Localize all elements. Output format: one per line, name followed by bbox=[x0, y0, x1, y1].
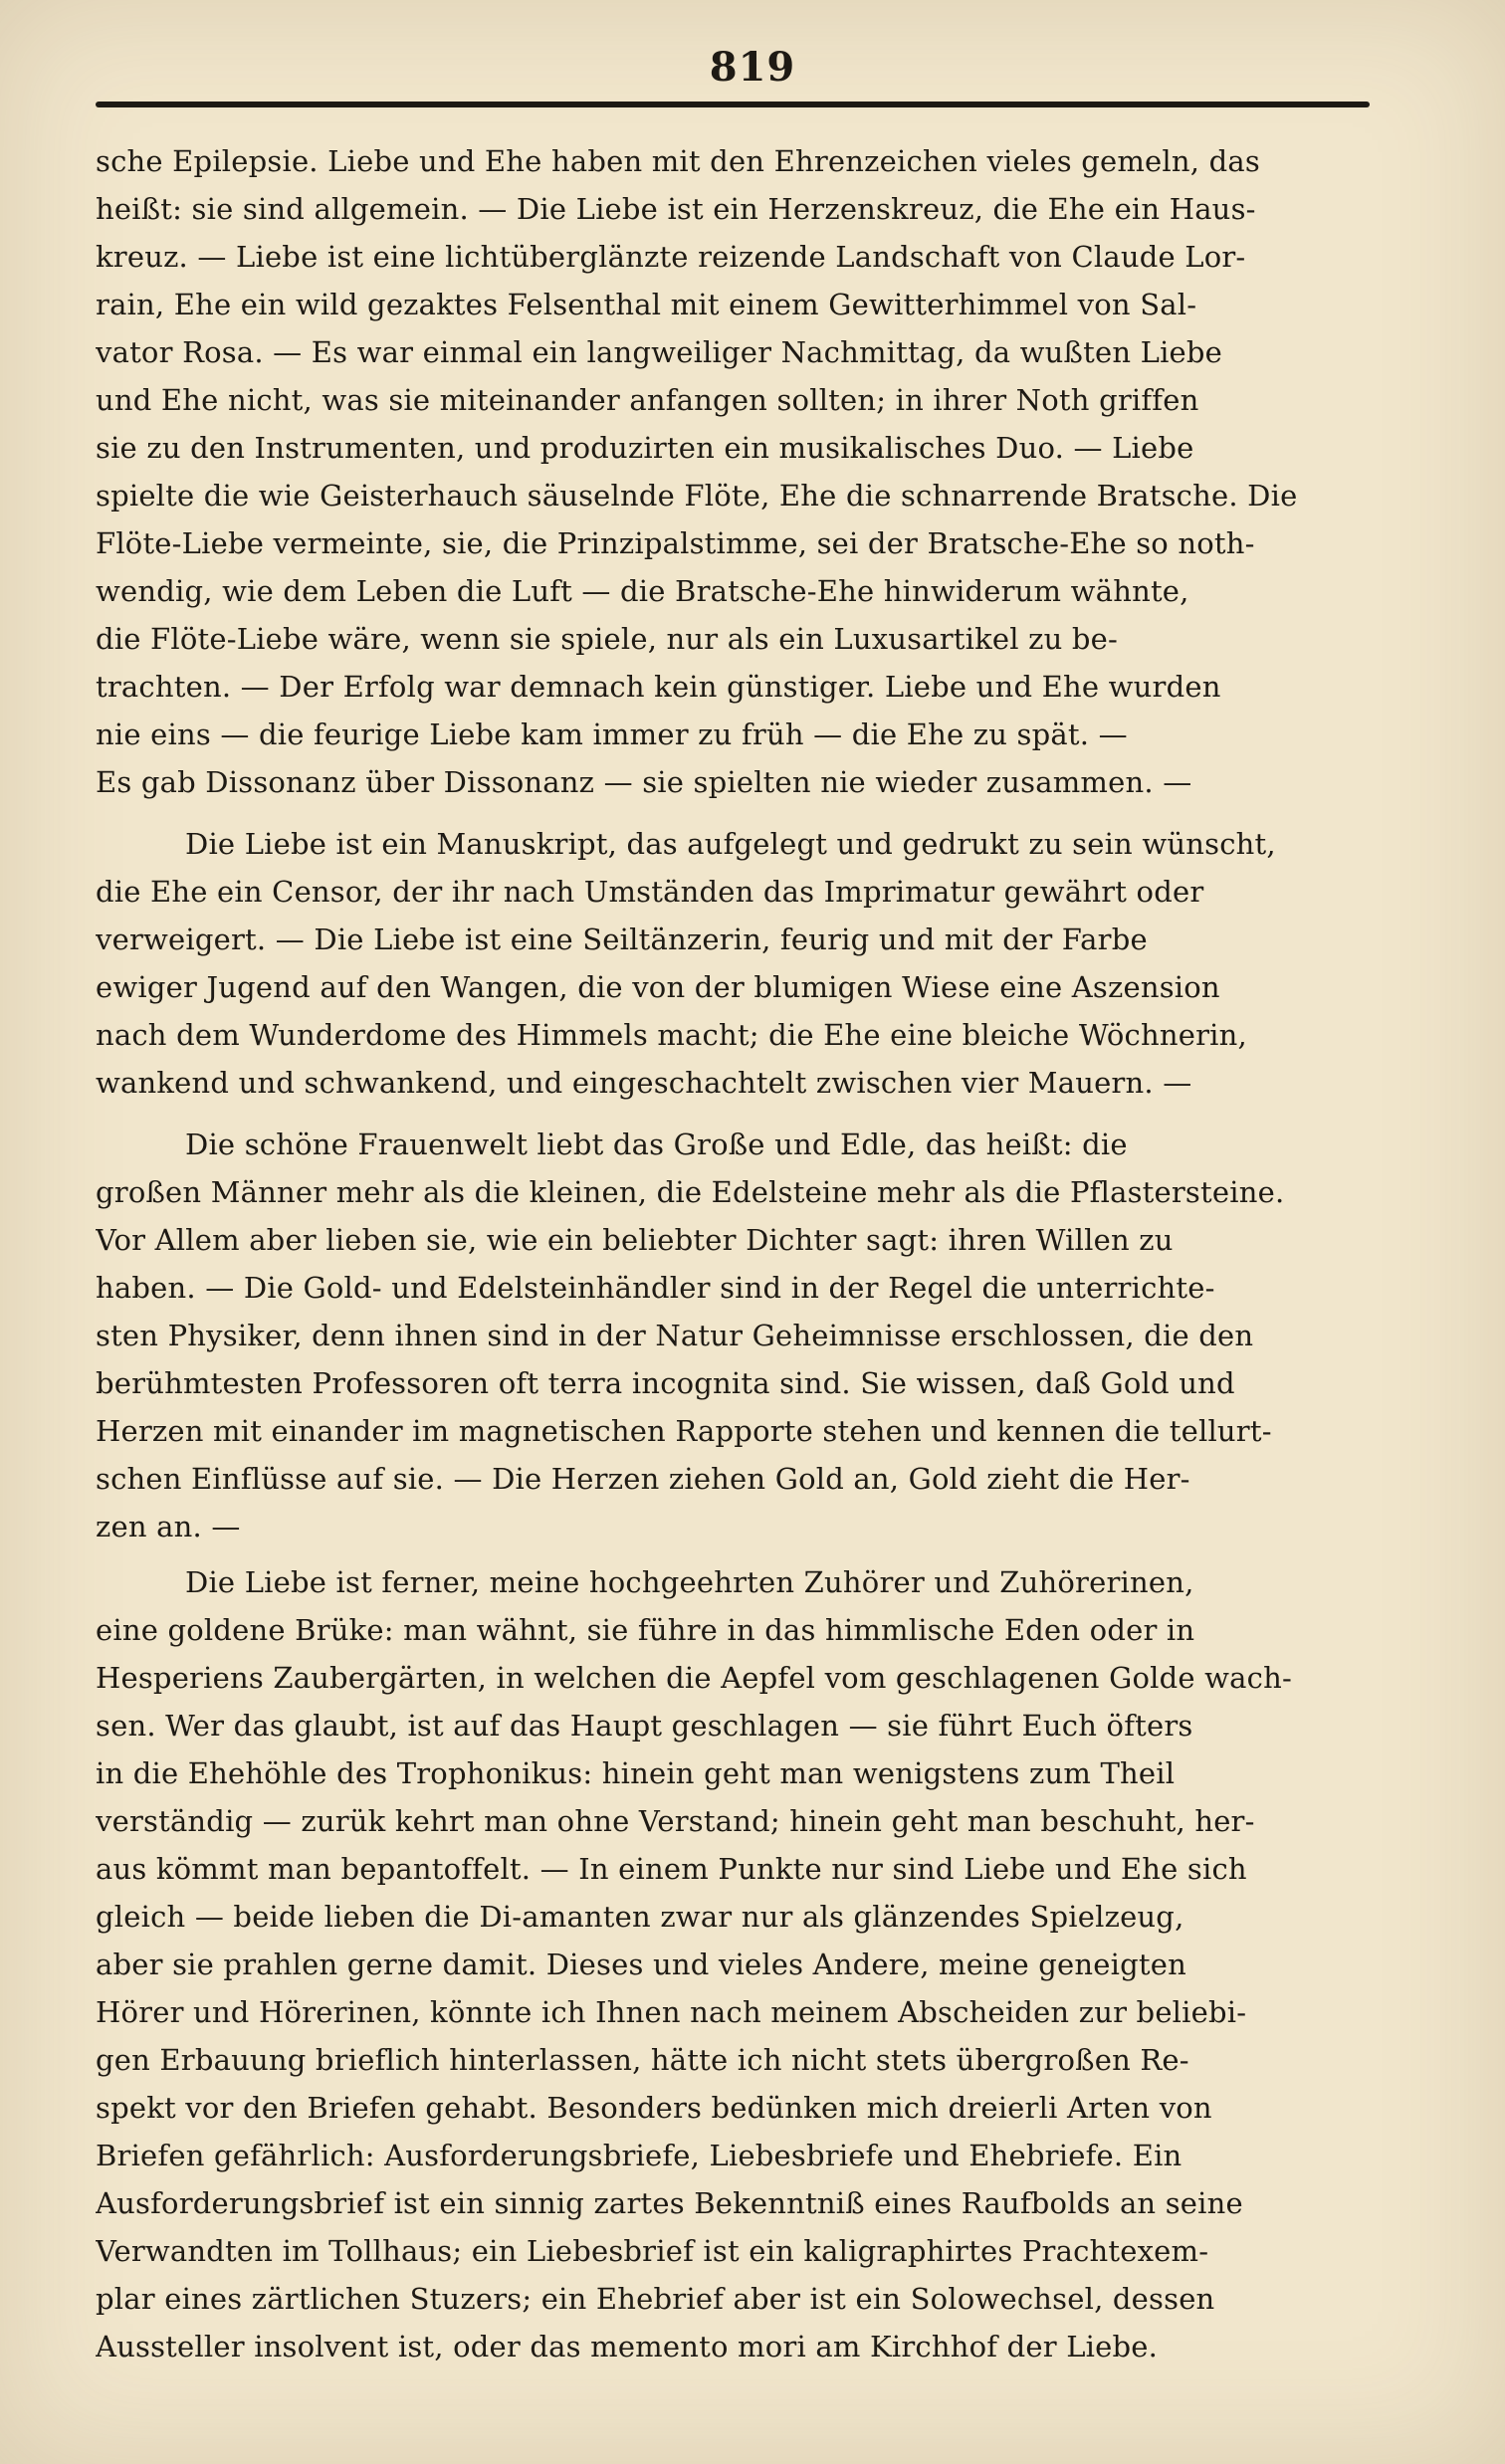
text-line: sen. Wer das glaubt, ist auf das Haupt geschlagen — sie führt Euch öfters bbox=[96, 1709, 1193, 1743]
page-number: 819 bbox=[709, 44, 796, 91]
text-line: Herzen mit einander im magnetischen Rapporte stehen und kennen die tellurt- bbox=[96, 1414, 1272, 1448]
paragraph-1 bbox=[96, 137, 1370, 806]
text-line: gen Erbauung brieflich hinterlassen, hätte ich nicht stets übergroßen Re- bbox=[96, 2043, 1189, 2077]
text-line: spielte die wie Geisterhauch säuselnde Flöte, Ehe die schnarrende Bratsche. Die bbox=[96, 479, 1298, 513]
text-line: aber sie prahlen gerne damit. Dieses und vieles Andere, meine geneigten bbox=[96, 1948, 1186, 1981]
text-line: heißt: sie sind allgemein. — Die Liebe ist ein Herzenskreuz, die Ehe ein Haus- bbox=[96, 192, 1256, 226]
text-line: nie eins — die feurige Liebe kam immer zu früh — die Ehe zu spät. — bbox=[96, 718, 1128, 751]
text-line: Vor Allem aber lieben sie, wie ein beliebter Dichter sagt: ihren Willen zu bbox=[96, 1223, 1174, 1257]
text-line: vator Rosa. — Es war einmal ein langweiliger Nachmittag, da wußten Liebe bbox=[96, 335, 1223, 369]
text-line: Briefen gefährlich: Ausforderungsbriefe, Liebesbriefe und Ehebriefe. Ein bbox=[96, 2139, 1182, 2172]
text-line: Die Liebe ist ferner, meine hochgeehrten Zuhörer und Zuhörerinen, bbox=[185, 1565, 1194, 1599]
text-line: plar eines zärtlichen Stuzers; ein Ehebrief aber ist ein Solowechsel, dessen bbox=[96, 2282, 1215, 2316]
text-line: Aussteller insolvent ist, oder das memento mori am Kirchhof der Liebe. bbox=[96, 2330, 1159, 2363]
text-line: Verwandten im Tollhaus; ein Liebesbrief ist ein kaligraphirtes Prachtexem- bbox=[96, 2234, 1209, 2268]
text-line: gleich — beide lieben die Di-amanten zwar nur als glänzendes Spielzeug, bbox=[96, 1900, 1184, 1934]
paragraph-gap bbox=[96, 806, 1370, 820]
text-line: rain, Ehe ein wild gezaktes Felsenthal mit einem Gewitterhimmel von Sal- bbox=[96, 288, 1197, 321]
text-line: sten Physiker, denn ihnen sind in der Natur Geheimnisse erschlossen, die den bbox=[96, 1319, 1254, 1352]
text-line: ewiger Jugend auf den Wangen, die von der blumigen Wiese eine Aszension bbox=[96, 970, 1220, 1004]
text-line: nach dem Wunderdome des Himmels macht; die Ehe eine bleiche Wöchnerin, bbox=[96, 1018, 1247, 1052]
text-line: zen an. — bbox=[96, 1510, 241, 1543]
text-line: kreuz. — Liebe ist eine lichtüberglänzte reizende Landschaft von Claude Lor- bbox=[96, 240, 1246, 274]
paragraph-gap bbox=[96, 1107, 1370, 1121]
paragraph-3 bbox=[96, 1121, 1370, 1550]
text-line: und Ehe nicht, was sie miteinander anfangen sollten; in ihrer Noth griffen bbox=[96, 383, 1199, 417]
text-line: aus kömmt man bepantoffelt. — In einem Punkte nur sind Liebe und Ehe sich bbox=[96, 1852, 1247, 1886]
text-line: verweigert. — Die Liebe ist eine Seiltänzerin, feurig und mit der Farbe bbox=[96, 923, 1148, 956]
body-text bbox=[96, 137, 1370, 2370]
text-line: Flöte-Liebe vermeinte, sie, die Prinzipalstimme, sei der Bratsche-Ehe so noth- bbox=[96, 526, 1255, 560]
text-line: Es gab Dissonanz über Dissonanz — sie spielten nie wieder zusammen. — bbox=[96, 765, 1192, 799]
text-line: Hörer und Hörerinen, könnte ich Ihnen nach meinem Abscheiden zur beliebi- bbox=[96, 1995, 1247, 2029]
text-line: berühmtesten Professoren oft terra incognita sind. Sie wissen, daß Gold und bbox=[96, 1366, 1235, 1400]
text-line: wendig, wie dem Leben die Luft — die Bratsche-Ehe hinwiderum wähnte, bbox=[96, 574, 1189, 608]
text-line: trachten. — Der Erfolg war demnach kein günstiger. Liebe und Ehe wurden bbox=[96, 670, 1221, 704]
text-line: Hesperiens Zaubergärten, in welchen die Aepfel vom geschlagenen Golde wach- bbox=[96, 1661, 1292, 1695]
text-line: die Ehe ein Censor, der ihr nach Umständen das Imprimatur gewährt oder bbox=[96, 875, 1204, 909]
text-line: haben. — Die Gold- und Edelsteinhändler sind in der Regel die unterrichte- bbox=[96, 1271, 1215, 1305]
text-line: spekt vor den Briefen gehabt. Besonders bedünken mich dreierli Arten von bbox=[96, 2091, 1212, 2125]
paragraph-4 bbox=[96, 1558, 1370, 2370]
text-line: Die Liebe ist ein Manuskript, das aufgelegt und gedrukt zu sein wünscht, bbox=[185, 827, 1276, 861]
text-line: die Flöte-Liebe wäre, wenn sie spiele, nur als ein Luxusartikel zu be- bbox=[96, 622, 1119, 656]
header-rule bbox=[96, 102, 1370, 107]
text-line: großen Männer mehr als die kleinen, die Edelsteine mehr als die Pflastersteine. bbox=[96, 1175, 1285, 1209]
text-line: Die schöne Frauenwelt liebt das Große und Edle, das heißt: die bbox=[185, 1128, 1128, 1161]
text-line: eine goldene Brüke: man wähnt, sie führe in das himmlische Eden oder in bbox=[96, 1613, 1195, 1647]
text-line: Ausforderungsbrief ist ein sinnig zartes Bekenntniß eines Raufbolds an seine bbox=[96, 2186, 1243, 2220]
paragraph-gap bbox=[96, 1550, 1370, 1558]
text-line: sie zu den Instrumenten, und produzirten ein musikalisches Duo. — Liebe bbox=[96, 431, 1194, 465]
text-line: schen Einflüsse auf sie. — Die Herzen ziehen Gold an, Gold zieht die Her- bbox=[96, 1462, 1190, 1496]
text-line: wankend und schwankend, und eingeschachtelt zwischen vier Mauern. — bbox=[96, 1066, 1192, 1100]
text-line: verständig — zurük kehrt man ohne Verstand; hinein geht man beschuht, her- bbox=[96, 1804, 1255, 1838]
paragraph-2 bbox=[96, 820, 1370, 1107]
text-line: in die Ehehöhle des Trophonikus: hinein geht man wenigstens zum Theil bbox=[96, 1756, 1176, 1790]
text-line: sche Epilepsie. Liebe und Ehe haben mit den Ehrenzeichen vieles gemeln, das bbox=[96, 144, 1260, 178]
